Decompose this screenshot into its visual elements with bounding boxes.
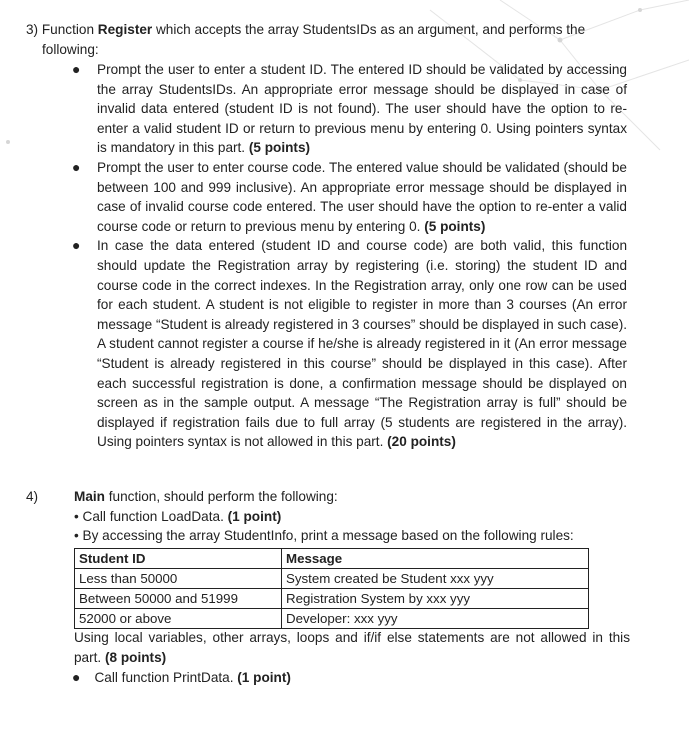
table-cell: Registration System by xxx yyy <box>282 589 589 609</box>
list-item <box>0 158 689 236</box>
points-label: (5 points) <box>424 218 486 234</box>
q4-restriction-note <box>74 628 630 667</box>
table-row <box>75 609 589 629</box>
table-cell: Between 50000 and 51999 <box>75 589 282 609</box>
bullet-icon: ● <box>72 669 81 685</box>
question-4-number: 4) <box>26 489 39 504</box>
list-item-text: In case the data entered (student ID and course code) are both valid, this function should update the Registration array by registering (i.e. storing) the student ID and course code in the correct indexes. In the Registration array, only one row can be used for each student. A student is not eligible to register in more than 3 courses (An error message “Student is already registered in 3 courses” should be displayed in such case). A student cannot register a course if he/she is already registered in it (An error message “Student is already registered in this course” should be displayed in this case). After each successful registration is done, a confirmation message should be displayed on screen as in the sample output. A message “The Registration array is full” should be displayed if registration fails due to full array (5 students are registered in the array). Using pointers syntax is not allowed in this part. <box>97 238 627 450</box>
table-header-message: Message <box>282 549 589 569</box>
table-row <box>75 589 589 609</box>
q3-intro-post: which accepts the array StudentsIDs as an argument, and performs the <box>152 22 586 37</box>
q4-item-loaddata <box>74 507 630 527</box>
points-label: (8 points) <box>104 649 167 665</box>
question-3-number: 3) <box>26 22 39 37</box>
list-item <box>0 60 689 158</box>
function-name-main: Main <box>74 489 105 504</box>
points-label: (20 points) <box>387 434 456 450</box>
q3-intro-continuation: following: <box>42 41 99 57</box>
q4-note-text: Using local variables, other arrays, loops and if/if else statements are not allowed in this part. <box>74 630 630 665</box>
points-label: (1 point) <box>237 670 291 685</box>
bullet-icon: ● <box>72 237 81 254</box>
list-item <box>0 236 689 452</box>
q4-title-line <box>74 487 630 507</box>
q4-item-printdata <box>72 668 291 688</box>
points-label: (1 point) <box>227 508 282 524</box>
q4-title-rest: function, should perform the following: <box>104 489 338 504</box>
bullet-icon: ● <box>72 61 81 77</box>
table-header-row <box>75 549 589 569</box>
table-cell: 52000 or above <box>75 609 282 629</box>
q4-item-studentinfo: • By accessing the array StudentInfo, print a message based on the following rules: <box>74 528 574 544</box>
bullet-icon: ● <box>72 158 81 175</box>
table-cell: Developer: xxx yyy <box>282 609 589 629</box>
question-3-bullet-list <box>0 60 689 452</box>
table-cell: Less than 50000 <box>75 569 282 589</box>
points-label: (5 points) <box>248 140 311 156</box>
q4-item-1-text: • Call function LoadData. <box>74 508 228 524</box>
rules-table <box>74 548 589 629</box>
table-row <box>75 569 589 589</box>
q4-last-text: Call function PrintData. <box>94 670 238 685</box>
question-3-heading <box>26 20 636 59</box>
table-cell: System created be Student xxx yyy <box>282 569 589 589</box>
table-header-student-id: Student ID <box>75 549 282 569</box>
question-4-body <box>74 487 630 546</box>
list-item-text: Prompt the user to enter course code. The entered value should be validated (should be between 100 and 999 inclusive). An appropriate error message should be displayed in case of invalid course code entered. The user should have the option to re-enter a valid course code or return to previous menu by entering 0. <box>97 159 627 234</box>
list-item-text: Prompt the user to enter a student ID. The entered ID should be validated by accessing the array StudentsIDs. An appropriate error message should be displayed in case of invalid data entered (student ID is not found). The user should have the option to re-enter a valid student ID or return to previous menu by entering 0. Using pointers syntax is mandatory in this part. <box>97 62 627 156</box>
q3-intro-pre: Function <box>41 22 98 37</box>
function-name-register: Register <box>97 22 153 37</box>
